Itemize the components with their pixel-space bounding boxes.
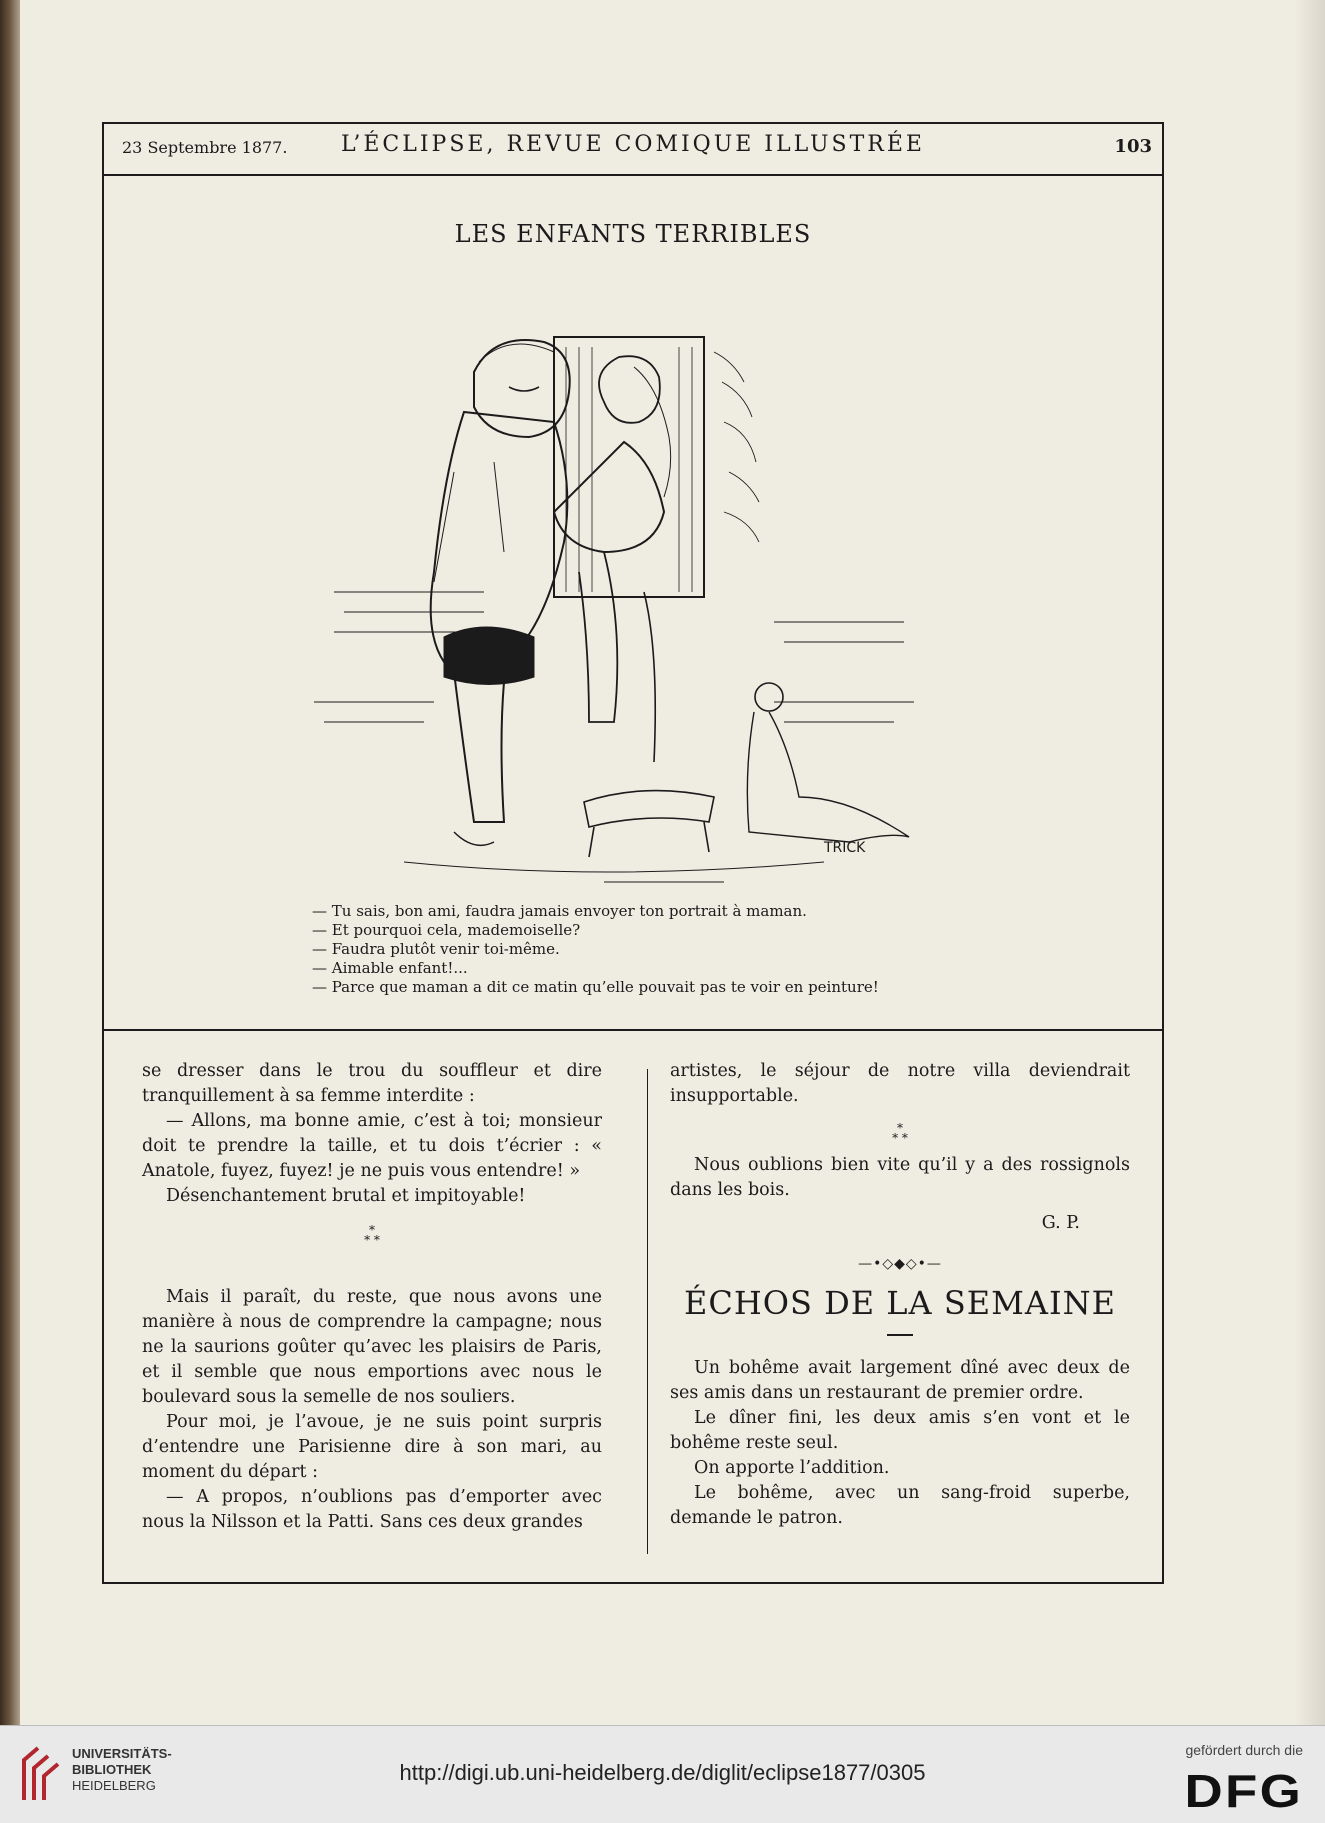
dfg-logo: DFG	[1184, 1765, 1303, 1817]
left-column	[142, 1059, 602, 1535]
asterism-bottom: * *	[364, 1233, 380, 1247]
paragraph: Nous oublions bien vite qu’il y a des rossignols dans les bois.	[670, 1155, 1130, 1200]
author-signature: G. P.	[1041, 1213, 1080, 1233]
page-shading	[1295, 0, 1325, 1725]
library-name-line: UNIVERSITÄTS-	[72, 1746, 172, 1761]
paragraph: — Allons, ma bonne amie, c’est à toi; monsieur doit te prendre la taille, et tu dois t’écrier : « Anatole, fuyez, fuyez! je ne puis vous entendre! »	[142, 1111, 602, 1181]
paragraph: Désenchantement brutal et impitoyable!	[166, 1186, 526, 1206]
paragraph: On apporte l’addition.	[694, 1458, 890, 1478]
caption-line: — Aimable enfant!...	[312, 959, 468, 977]
asterism	[142, 1225, 602, 1245]
asterism-top: *	[897, 1121, 903, 1135]
caption-line: — Et pourquoi cela, mademoiselle?	[312, 921, 581, 939]
asterism-top: *	[369, 1223, 375, 1237]
digitization-footer	[0, 1725, 1325, 1823]
publication-title: L’ÉCLIPSE, REVUE COMIQUE ILLUSTRÉE	[341, 132, 925, 157]
caption-line: — Parce que maman a dit ce matin qu’elle pouvait pas te voir en peinture!	[312, 978, 879, 996]
section-title: ÉCHOS DE LA SEMAINE	[684, 1284, 1116, 1322]
artist-signature: TRICK	[824, 840, 866, 856]
paragraph: Le dîner fini, les deux amis s’en vont et le bohême reste seul.	[670, 1408, 1130, 1453]
cartoon-illustration	[304, 292, 944, 892]
paragraph: Le bohême, avec un sang-froid superbe, demande le patron.	[670, 1483, 1130, 1528]
paragraph: se dresser dans le trou du souffleur et dire tranquillement à sa femme interdite :	[142, 1061, 602, 1106]
section-divider	[104, 1029, 1162, 1031]
page-header	[104, 124, 1162, 176]
page-frame	[102, 122, 1164, 1584]
permalink-url[interactable]: http://digi.ub.uni-heidelberg.de/diglit/eclipse1877/0305	[399, 1760, 926, 1785]
cartoon-caption	[312, 902, 1032, 997]
issue-date: 23 Septembre 1877.	[122, 138, 288, 157]
paragraph: Un bohême avait largement dîné avec deux de ses amis dans un restaurant de premier ordre.	[670, 1358, 1130, 1403]
asterism-bottom: * *	[892, 1131, 908, 1145]
paragraph: Mais il paraît, du reste, que nous avons une manière à nous de comprendre la campagne; nous ne la saurions goûter qu’avec les plaisirs de Paris, et il semble que nous emportions avec nous le boulevard sous la semelle de nos souliers.	[142, 1287, 602, 1407]
page-number: 103	[1114, 136, 1152, 157]
paragraph: — A propos, n’oublions pas d’emporter avec nous la Nilsson et la Patti. Sans ces deux grandes	[142, 1487, 602, 1532]
paragraph: Pour moi, je l’avoue, je ne suis point surpris d’entendre une Parisienne dire à son mari, au moment du départ :	[142, 1412, 602, 1482]
funded-by-label: gefördert durch die	[1185, 1742, 1303, 1758]
library-name-line: HEIDELBERG	[72, 1778, 156, 1793]
cartoon-title: LES ENFANTS TERRIBLES	[454, 220, 812, 248]
title-dash	[887, 1334, 913, 1336]
asterism	[670, 1123, 1130, 1143]
newspaper-page	[20, 0, 1325, 1725]
caption-line: — Faudra plutôt venir toi-même.	[312, 940, 560, 958]
caption-line: — Tu sais, bon ami, faudra jamais envoyer ton portrait à maman.	[312, 902, 807, 920]
ornament-divider: —•◇◆◇•—	[858, 1256, 942, 1272]
right-column	[670, 1059, 1130, 1531]
library-name-line: BIBLIOTHEK	[72, 1762, 152, 1777]
paragraph: artistes, le séjour de notre villa deviendrait insupportable.	[670, 1061, 1130, 1106]
column-divider	[647, 1069, 648, 1554]
